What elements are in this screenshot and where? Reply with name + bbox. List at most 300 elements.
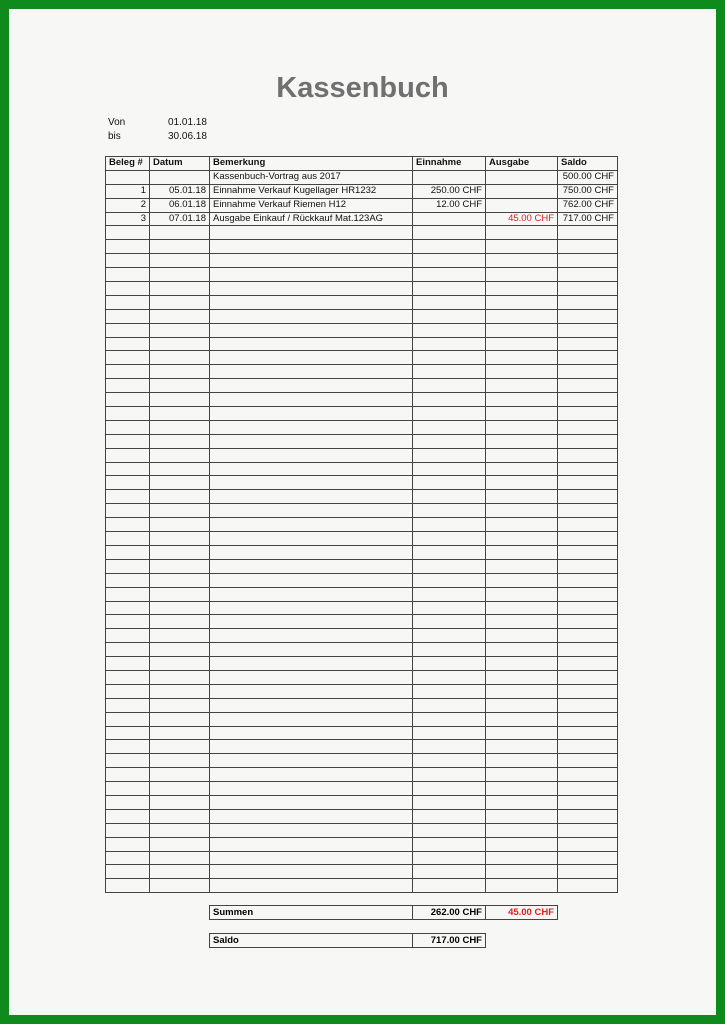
cell-ausgabe[interactable]: 45.00 CHF bbox=[486, 212, 558, 226]
cell-beleg[interactable] bbox=[106, 420, 150, 434]
cell-einnahme[interactable] bbox=[413, 879, 486, 893]
cell-bemerkung[interactable] bbox=[210, 837, 413, 851]
cell-bemerkung[interactable] bbox=[210, 518, 413, 532]
cell-bemerkung[interactable] bbox=[210, 768, 413, 782]
cell-saldo[interactable] bbox=[558, 670, 618, 684]
cell-ausgabe[interactable] bbox=[486, 476, 558, 490]
cell-ausgabe[interactable] bbox=[486, 504, 558, 518]
cell-saldo[interactable]: 500.00 CHF bbox=[558, 170, 618, 184]
cell-einnahme[interactable] bbox=[413, 282, 486, 296]
cell-datum[interactable] bbox=[150, 629, 210, 643]
cell-einnahme[interactable] bbox=[413, 629, 486, 643]
cell-bemerkung[interactable] bbox=[210, 365, 413, 379]
cell-beleg[interactable] bbox=[106, 601, 150, 615]
cell-datum[interactable] bbox=[150, 434, 210, 448]
cell-bemerkung[interactable] bbox=[210, 587, 413, 601]
cell-datum[interactable] bbox=[150, 365, 210, 379]
cell-beleg[interactable] bbox=[106, 795, 150, 809]
cell-beleg[interactable] bbox=[106, 754, 150, 768]
cell-bemerkung[interactable] bbox=[210, 865, 413, 879]
cell-bemerkung[interactable] bbox=[210, 295, 413, 309]
cell-bemerkung[interactable] bbox=[210, 490, 413, 504]
cell-ausgabe[interactable] bbox=[486, 573, 558, 587]
cell-ausgabe[interactable] bbox=[486, 851, 558, 865]
cell-einnahme[interactable] bbox=[413, 657, 486, 671]
cell-einnahme[interactable] bbox=[413, 254, 486, 268]
cell-beleg[interactable] bbox=[106, 684, 150, 698]
cell-saldo[interactable] bbox=[558, 768, 618, 782]
cell-beleg[interactable] bbox=[106, 643, 150, 657]
cell-bemerkung[interactable] bbox=[210, 323, 413, 337]
cell-datum[interactable] bbox=[150, 795, 210, 809]
cell-ausgabe[interactable] bbox=[486, 434, 558, 448]
cell-einnahme[interactable] bbox=[413, 462, 486, 476]
cell-bemerkung[interactable] bbox=[210, 532, 413, 546]
cell-beleg[interactable] bbox=[106, 295, 150, 309]
cell-saldo[interactable] bbox=[558, 615, 618, 629]
cell-saldo[interactable] bbox=[558, 268, 618, 282]
cell-bemerkung[interactable] bbox=[210, 393, 413, 407]
cell-einnahme[interactable] bbox=[413, 795, 486, 809]
cell-saldo[interactable] bbox=[558, 601, 618, 615]
cell-einnahme[interactable] bbox=[413, 782, 486, 796]
cell-beleg[interactable] bbox=[106, 351, 150, 365]
cell-bemerkung[interactable] bbox=[210, 379, 413, 393]
cell-beleg[interactable] bbox=[106, 712, 150, 726]
cell-saldo[interactable] bbox=[558, 504, 618, 518]
cell-beleg[interactable] bbox=[106, 226, 150, 240]
cell-datum[interactable] bbox=[150, 670, 210, 684]
cell-beleg[interactable] bbox=[106, 573, 150, 587]
cell-datum[interactable] bbox=[150, 823, 210, 837]
cell-bemerkung[interactable] bbox=[210, 657, 413, 671]
cell-einnahme[interactable] bbox=[413, 851, 486, 865]
cell-einnahme[interactable] bbox=[413, 295, 486, 309]
cell-einnahme[interactable] bbox=[413, 476, 486, 490]
cell-einnahme[interactable] bbox=[413, 615, 486, 629]
cell-datum[interactable] bbox=[150, 712, 210, 726]
cell-saldo[interactable] bbox=[558, 712, 618, 726]
cell-bemerkung[interactable] bbox=[210, 809, 413, 823]
cell-einnahme[interactable] bbox=[413, 337, 486, 351]
cell-saldo[interactable] bbox=[558, 684, 618, 698]
cell-beleg[interactable] bbox=[106, 587, 150, 601]
cell-bemerkung[interactable] bbox=[210, 351, 413, 365]
cell-einnahme[interactable] bbox=[413, 170, 486, 184]
cell-beleg[interactable] bbox=[106, 268, 150, 282]
cell-beleg[interactable] bbox=[106, 837, 150, 851]
cell-saldo[interactable] bbox=[558, 865, 618, 879]
cell-ausgabe[interactable] bbox=[486, 726, 558, 740]
cell-einnahme[interactable] bbox=[413, 809, 486, 823]
cell-beleg[interactable] bbox=[106, 490, 150, 504]
cell-datum[interactable] bbox=[150, 490, 210, 504]
cell-beleg[interactable] bbox=[106, 282, 150, 296]
cell-einnahme[interactable] bbox=[413, 559, 486, 573]
cell-ausgabe[interactable] bbox=[486, 184, 558, 198]
cell-ausgabe[interactable] bbox=[486, 559, 558, 573]
cell-bemerkung[interactable] bbox=[210, 573, 413, 587]
cell-datum[interactable] bbox=[150, 393, 210, 407]
cell-datum[interactable] bbox=[150, 407, 210, 421]
cell-ausgabe[interactable] bbox=[486, 518, 558, 532]
cell-ausgabe[interactable] bbox=[486, 712, 558, 726]
cell-saldo[interactable] bbox=[558, 809, 618, 823]
cell-einnahme[interactable] bbox=[413, 712, 486, 726]
cell-saldo[interactable] bbox=[558, 587, 618, 601]
cell-beleg[interactable] bbox=[106, 323, 150, 337]
cell-ausgabe[interactable] bbox=[486, 240, 558, 254]
cell-bemerkung[interactable] bbox=[210, 504, 413, 518]
cell-saldo[interactable] bbox=[558, 226, 618, 240]
cell-ausgabe[interactable] bbox=[486, 823, 558, 837]
cell-saldo[interactable] bbox=[558, 573, 618, 587]
cell-saldo[interactable] bbox=[558, 879, 618, 893]
cell-ausgabe[interactable] bbox=[486, 545, 558, 559]
cell-datum[interactable] bbox=[150, 684, 210, 698]
cell-beleg[interactable] bbox=[106, 407, 150, 421]
cell-saldo[interactable] bbox=[558, 393, 618, 407]
cell-bemerkung[interactable] bbox=[210, 879, 413, 893]
cell-beleg[interactable] bbox=[106, 240, 150, 254]
cell-datum[interactable] bbox=[150, 295, 210, 309]
cell-beleg[interactable] bbox=[106, 615, 150, 629]
cell-bemerkung[interactable] bbox=[210, 615, 413, 629]
cell-ausgabe[interactable] bbox=[486, 198, 558, 212]
cell-beleg[interactable] bbox=[106, 504, 150, 518]
cell-beleg[interactable] bbox=[106, 545, 150, 559]
cell-ausgabe[interactable] bbox=[486, 365, 558, 379]
cell-bemerkung[interactable] bbox=[210, 754, 413, 768]
cell-ausgabe[interactable] bbox=[486, 323, 558, 337]
cell-datum[interactable]: 05.01.18 bbox=[150, 184, 210, 198]
cell-bemerkung[interactable] bbox=[210, 337, 413, 351]
cell-bemerkung[interactable] bbox=[210, 601, 413, 615]
cell-datum[interactable] bbox=[150, 254, 210, 268]
cell-beleg[interactable] bbox=[106, 532, 150, 546]
cell-saldo[interactable] bbox=[558, 643, 618, 657]
cell-datum[interactable] bbox=[150, 448, 210, 462]
cell-bemerkung[interactable] bbox=[210, 545, 413, 559]
cell-ausgabe[interactable] bbox=[486, 448, 558, 462]
cell-einnahme[interactable] bbox=[413, 601, 486, 615]
cell-beleg[interactable] bbox=[106, 254, 150, 268]
cell-einnahme[interactable] bbox=[413, 351, 486, 365]
cell-einnahme[interactable] bbox=[413, 545, 486, 559]
cell-bemerkung[interactable] bbox=[210, 240, 413, 254]
cell-einnahme[interactable] bbox=[413, 379, 486, 393]
cell-beleg[interactable] bbox=[106, 518, 150, 532]
cell-bemerkung[interactable] bbox=[210, 462, 413, 476]
cell-beleg[interactable] bbox=[106, 698, 150, 712]
cell-ausgabe[interactable] bbox=[486, 490, 558, 504]
cell-beleg[interactable] bbox=[106, 726, 150, 740]
cell-saldo[interactable] bbox=[558, 823, 618, 837]
cell-beleg[interactable]: 3 bbox=[106, 212, 150, 226]
cell-beleg[interactable] bbox=[106, 740, 150, 754]
cell-beleg[interactable] bbox=[106, 768, 150, 782]
cell-ausgabe[interactable] bbox=[486, 879, 558, 893]
cell-beleg[interactable]: 1 bbox=[106, 184, 150, 198]
cell-saldo[interactable] bbox=[558, 407, 618, 421]
cell-einnahme[interactable] bbox=[413, 434, 486, 448]
cell-saldo[interactable] bbox=[558, 365, 618, 379]
cell-beleg[interactable] bbox=[106, 823, 150, 837]
cell-datum[interactable] bbox=[150, 643, 210, 657]
cell-einnahme[interactable] bbox=[413, 865, 486, 879]
cell-saldo[interactable] bbox=[558, 657, 618, 671]
cell-saldo[interactable] bbox=[558, 559, 618, 573]
summen-ausgabe[interactable]: 45.00 CHF bbox=[486, 906, 558, 920]
cell-einnahme[interactable] bbox=[413, 837, 486, 851]
cell-beleg[interactable] bbox=[106, 434, 150, 448]
cell-ausgabe[interactable] bbox=[486, 740, 558, 754]
cell-saldo[interactable] bbox=[558, 851, 618, 865]
cell-datum[interactable] bbox=[150, 170, 210, 184]
cell-einnahme[interactable] bbox=[413, 420, 486, 434]
cell-beleg[interactable] bbox=[106, 809, 150, 823]
cell-datum[interactable] bbox=[150, 698, 210, 712]
cell-beleg[interactable] bbox=[106, 559, 150, 573]
cell-datum[interactable] bbox=[150, 462, 210, 476]
cell-saldo[interactable] bbox=[558, 323, 618, 337]
cell-ausgabe[interactable] bbox=[486, 809, 558, 823]
cell-ausgabe[interactable] bbox=[486, 601, 558, 615]
cell-datum[interactable] bbox=[150, 573, 210, 587]
cell-datum[interactable] bbox=[150, 782, 210, 796]
cell-einnahme[interactable] bbox=[413, 670, 486, 684]
cell-bemerkung[interactable] bbox=[210, 643, 413, 657]
cell-einnahme[interactable] bbox=[413, 768, 486, 782]
cell-datum[interactable] bbox=[150, 768, 210, 782]
cell-ausgabe[interactable] bbox=[486, 170, 558, 184]
cell-datum[interactable] bbox=[150, 226, 210, 240]
cell-datum[interactable] bbox=[150, 740, 210, 754]
cell-datum[interactable] bbox=[150, 323, 210, 337]
cell-beleg[interactable] bbox=[106, 865, 150, 879]
cell-bemerkung[interactable] bbox=[210, 226, 413, 240]
cell-datum[interactable] bbox=[150, 809, 210, 823]
cell-bemerkung[interactable]: Ausgabe Einkauf / Rückkauf Mat.123AG bbox=[210, 212, 413, 226]
cell-ausgabe[interactable] bbox=[486, 282, 558, 296]
cell-einnahme[interactable]: 250.00 CHF bbox=[413, 184, 486, 198]
cell-datum[interactable] bbox=[150, 754, 210, 768]
cell-saldo[interactable]: 717.00 CHF bbox=[558, 212, 618, 226]
cell-beleg[interactable] bbox=[106, 393, 150, 407]
cell-saldo[interactable] bbox=[558, 837, 618, 851]
cell-einnahme[interactable] bbox=[413, 323, 486, 337]
cell-ausgabe[interactable] bbox=[486, 532, 558, 546]
cell-datum[interactable] bbox=[150, 865, 210, 879]
cell-ausgabe[interactable] bbox=[486, 643, 558, 657]
saldo-value[interactable]: 717.00 CHF bbox=[413, 934, 486, 948]
cell-datum[interactable] bbox=[150, 309, 210, 323]
cell-bemerkung[interactable] bbox=[210, 448, 413, 462]
cell-bemerkung[interactable] bbox=[210, 268, 413, 282]
cell-datum[interactable] bbox=[150, 559, 210, 573]
cell-ausgabe[interactable] bbox=[486, 226, 558, 240]
cell-bemerkung[interactable] bbox=[210, 684, 413, 698]
cell-beleg[interactable] bbox=[106, 462, 150, 476]
cell-ausgabe[interactable] bbox=[486, 684, 558, 698]
cell-saldo[interactable] bbox=[558, 476, 618, 490]
cell-einnahme[interactable] bbox=[413, 587, 486, 601]
cell-datum[interactable] bbox=[150, 337, 210, 351]
cell-ausgabe[interactable] bbox=[486, 782, 558, 796]
cell-saldo[interactable] bbox=[558, 740, 618, 754]
cell-saldo[interactable] bbox=[558, 282, 618, 296]
cell-ausgabe[interactable] bbox=[486, 295, 558, 309]
cell-ausgabe[interactable] bbox=[486, 754, 558, 768]
cell-bemerkung[interactable] bbox=[210, 407, 413, 421]
cell-beleg[interactable]: 2 bbox=[106, 198, 150, 212]
cell-bemerkung[interactable] bbox=[210, 309, 413, 323]
cell-ausgabe[interactable] bbox=[486, 379, 558, 393]
cell-ausgabe[interactable] bbox=[486, 837, 558, 851]
cell-ausgabe[interactable] bbox=[486, 657, 558, 671]
cell-einnahme[interactable] bbox=[413, 407, 486, 421]
cell-datum[interactable] bbox=[150, 851, 210, 865]
cell-bemerkung[interactable] bbox=[210, 476, 413, 490]
cell-einnahme[interactable] bbox=[413, 490, 486, 504]
cell-bemerkung[interactable] bbox=[210, 254, 413, 268]
cell-bemerkung[interactable] bbox=[210, 782, 413, 796]
cell-ausgabe[interactable] bbox=[486, 254, 558, 268]
cell-bemerkung[interactable]: Kassenbuch-Vortrag aus 2017 bbox=[210, 170, 413, 184]
cell-datum[interactable] bbox=[150, 282, 210, 296]
cell-datum[interactable] bbox=[150, 532, 210, 546]
cell-datum[interactable] bbox=[150, 837, 210, 851]
cell-datum[interactable] bbox=[150, 657, 210, 671]
cell-bemerkung[interactable] bbox=[210, 629, 413, 643]
cell-beleg[interactable] bbox=[106, 309, 150, 323]
cell-ausgabe[interactable] bbox=[486, 768, 558, 782]
cell-ausgabe[interactable] bbox=[486, 268, 558, 282]
cell-bemerkung[interactable]: Einnahme Verkauf Riemen H12 bbox=[210, 198, 413, 212]
cell-einnahme[interactable] bbox=[413, 726, 486, 740]
cell-ausgabe[interactable] bbox=[486, 420, 558, 434]
cell-ausgabe[interactable] bbox=[486, 615, 558, 629]
cell-datum[interactable] bbox=[150, 518, 210, 532]
cell-einnahme[interactable] bbox=[413, 240, 486, 254]
cell-saldo[interactable] bbox=[558, 698, 618, 712]
cell-einnahme[interactable] bbox=[413, 823, 486, 837]
cell-beleg[interactable] bbox=[106, 670, 150, 684]
cell-saldo[interactable] bbox=[558, 240, 618, 254]
cell-datum[interactable]: 07.01.18 bbox=[150, 212, 210, 226]
cell-saldo[interactable] bbox=[558, 295, 618, 309]
cell-saldo[interactable] bbox=[558, 532, 618, 546]
cell-bemerkung[interactable] bbox=[210, 434, 413, 448]
cell-datum[interactable] bbox=[150, 268, 210, 282]
summen-einnahme[interactable]: 262.00 CHF bbox=[413, 906, 486, 920]
cell-datum[interactable] bbox=[150, 240, 210, 254]
cell-bemerkung[interactable] bbox=[210, 851, 413, 865]
cell-datum[interactable] bbox=[150, 545, 210, 559]
cell-einnahme[interactable] bbox=[413, 393, 486, 407]
cell-beleg[interactable] bbox=[106, 337, 150, 351]
cell-ausgabe[interactable] bbox=[486, 393, 558, 407]
cell-datum[interactable] bbox=[150, 879, 210, 893]
cell-einnahme[interactable] bbox=[413, 684, 486, 698]
cell-bemerkung[interactable] bbox=[210, 726, 413, 740]
cell-saldo[interactable] bbox=[558, 448, 618, 462]
cell-ausgabe[interactable] bbox=[486, 670, 558, 684]
cell-beleg[interactable] bbox=[106, 851, 150, 865]
cell-einnahme[interactable] bbox=[413, 309, 486, 323]
cell-datum[interactable] bbox=[150, 420, 210, 434]
cell-einnahme[interactable] bbox=[413, 573, 486, 587]
cell-beleg[interactable] bbox=[106, 170, 150, 184]
cell-saldo[interactable] bbox=[558, 629, 618, 643]
cell-beleg[interactable] bbox=[106, 448, 150, 462]
cell-ausgabe[interactable] bbox=[486, 407, 558, 421]
cell-beleg[interactable] bbox=[106, 629, 150, 643]
cell-bemerkung[interactable] bbox=[210, 712, 413, 726]
cell-datum[interactable] bbox=[150, 379, 210, 393]
cell-saldo[interactable] bbox=[558, 351, 618, 365]
cell-datum[interactable] bbox=[150, 351, 210, 365]
cell-einnahme[interactable] bbox=[413, 212, 486, 226]
cell-saldo[interactable] bbox=[558, 420, 618, 434]
cell-bemerkung[interactable] bbox=[210, 282, 413, 296]
cell-einnahme[interactable]: 12.00 CHF bbox=[413, 198, 486, 212]
cell-einnahme[interactable] bbox=[413, 365, 486, 379]
cell-saldo[interactable] bbox=[558, 490, 618, 504]
cell-einnahme[interactable] bbox=[413, 226, 486, 240]
cell-datum[interactable] bbox=[150, 504, 210, 518]
cell-ausgabe[interactable] bbox=[486, 795, 558, 809]
cell-beleg[interactable] bbox=[106, 879, 150, 893]
cell-saldo[interactable] bbox=[558, 379, 618, 393]
cell-bemerkung[interactable]: Einnahme Verkauf Kugellager HR1232 bbox=[210, 184, 413, 198]
cell-ausgabe[interactable] bbox=[486, 337, 558, 351]
cell-bemerkung[interactable] bbox=[210, 795, 413, 809]
cell-saldo[interactable]: 762.00 CHF bbox=[558, 198, 618, 212]
cell-einnahme[interactable] bbox=[413, 268, 486, 282]
cell-bemerkung[interactable] bbox=[210, 420, 413, 434]
cell-bemerkung[interactable] bbox=[210, 670, 413, 684]
cell-bemerkung[interactable] bbox=[210, 823, 413, 837]
cell-beleg[interactable] bbox=[106, 379, 150, 393]
cell-saldo[interactable] bbox=[558, 754, 618, 768]
cell-datum[interactable] bbox=[150, 726, 210, 740]
cell-einnahme[interactable] bbox=[413, 448, 486, 462]
cell-datum[interactable] bbox=[150, 476, 210, 490]
cell-einnahme[interactable] bbox=[413, 698, 486, 712]
cell-saldo[interactable] bbox=[558, 782, 618, 796]
cell-einnahme[interactable] bbox=[413, 518, 486, 532]
cell-saldo[interactable] bbox=[558, 795, 618, 809]
cell-ausgabe[interactable] bbox=[486, 698, 558, 712]
cell-bemerkung[interactable] bbox=[210, 740, 413, 754]
cell-einnahme[interactable] bbox=[413, 754, 486, 768]
cell-beleg[interactable] bbox=[106, 365, 150, 379]
cell-beleg[interactable] bbox=[106, 476, 150, 490]
cell-saldo[interactable] bbox=[558, 726, 618, 740]
cell-datum[interactable]: 06.01.18 bbox=[150, 198, 210, 212]
cell-ausgabe[interactable] bbox=[486, 351, 558, 365]
cell-saldo[interactable] bbox=[558, 518, 618, 532]
cell-saldo[interactable] bbox=[558, 309, 618, 323]
cell-saldo[interactable] bbox=[558, 254, 618, 268]
cell-einnahme[interactable] bbox=[413, 740, 486, 754]
cell-saldo[interactable]: 750.00 CHF bbox=[558, 184, 618, 198]
cell-saldo[interactable] bbox=[558, 337, 618, 351]
cell-saldo[interactable] bbox=[558, 462, 618, 476]
cell-beleg[interactable] bbox=[106, 782, 150, 796]
cell-einnahme[interactable] bbox=[413, 532, 486, 546]
